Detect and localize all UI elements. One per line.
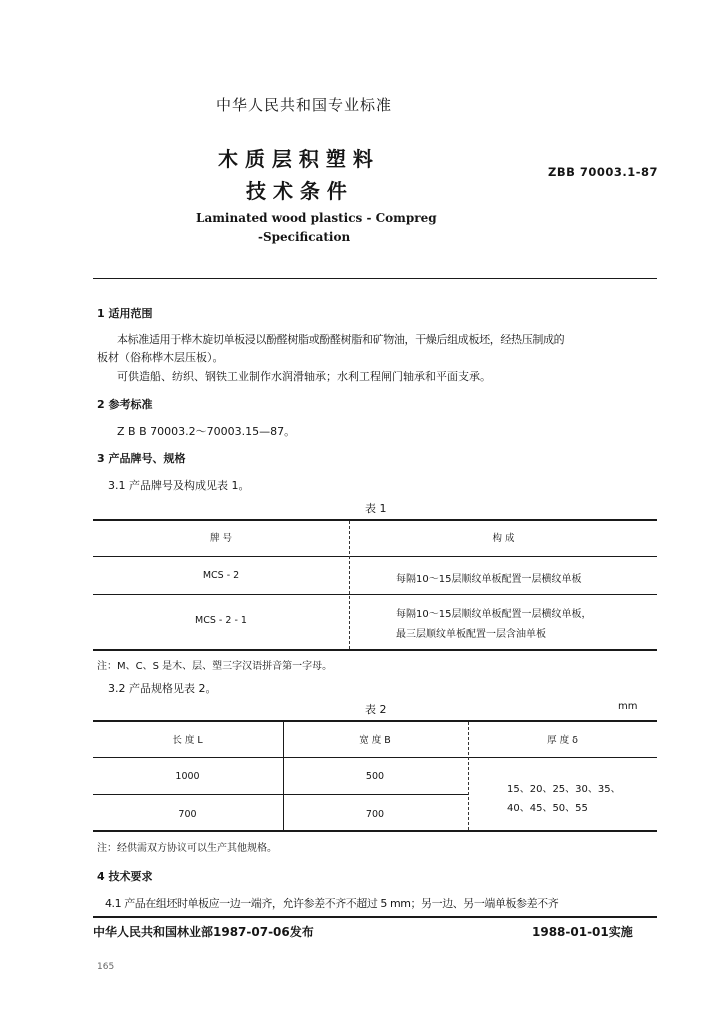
table2-column-divider-1 <box>283 722 284 830</box>
table2-thickness-line1: 15、20、25、30、35、 <box>507 784 621 795</box>
section-2-text: Z B B 70003.2～70003.15—87。 <box>117 425 296 438</box>
table1-column-divider <box>349 521 350 649</box>
footer-divider <box>93 916 657 918</box>
section-3-1-text: 3.1 产品牌号及构成见表 1。 <box>108 479 250 492</box>
table1-row1-composition: 每隔10～15层顺纹单板配置一层横纹单板 <box>396 574 582 585</box>
section-1-para2: 可供造船、纺织、钢铁工业制作水润滑轴承；水利工程闸门轴承和平面支承。 <box>117 370 491 383</box>
table2-top-border <box>93 720 657 722</box>
section-1-heading: 1 适用范围 <box>97 307 153 320</box>
standard-series-title: 中华人民共和国专业标准 <box>216 96 393 114</box>
table2-row2-width: 700 <box>365 809 385 820</box>
english-title-line1: Laminated wood plastics - Compreg <box>196 211 437 225</box>
table1-row2-grade: MCS - 2 - 1 <box>195 615 247 626</box>
section-4-heading: 4 技术要求 <box>97 870 153 883</box>
table2-header-thickness: 厚 度 δ <box>547 735 578 746</box>
table2-note: 注：经供需双方协议可以生产其他规格。 <box>97 843 277 854</box>
table2-header-divider <box>93 757 657 758</box>
table2-header-length: 长 度 L <box>172 735 203 746</box>
table1-row1-grade: MCS - 2 <box>202 570 240 581</box>
table2-thickness-line2: 40、45、50、55 <box>507 803 588 814</box>
section-3-heading: 3 产品牌号、规格 <box>97 452 186 465</box>
document-title-line1: 木 质 层 积 塑 料 <box>218 147 373 171</box>
issuer-line: 中华人民共和国林业部1987-07-06发布 <box>93 925 314 939</box>
table1-header-divider <box>93 556 657 557</box>
section-4-1-text: 4.1 产品在组坯时单板应一边一端齐，允许参差不齐不超过 5 mm；另一边、另一端单板参差不齐 <box>105 897 559 910</box>
english-title-line2: -Specification <box>258 230 351 244</box>
table2-bottom-border <box>93 830 657 832</box>
table1-row-divider <box>93 594 657 595</box>
table2-unit: mm <box>618 701 638 712</box>
table1-note: 注：M、C、S 是木、层、塑三字汉语拼音第一字母。 <box>97 661 333 672</box>
section-2-heading: 2 参考标准 <box>97 398 153 411</box>
table1-top-border <box>93 519 657 521</box>
table2-row1-length: 1000 <box>175 771 200 782</box>
table1-header-grade: 牌 号 <box>209 533 233 544</box>
header-divider <box>93 278 657 279</box>
section-3-2-text: 3.2 产品规格见表 2。 <box>108 682 217 695</box>
effective-date-line: 1988-01-01实施 <box>532 925 633 939</box>
table2-caption: 表 2 <box>365 703 387 716</box>
table2-row2-length: 700 <box>178 809 197 820</box>
table2-row1-width: 500 <box>365 771 385 782</box>
table1-row2-composition-line2: 最三层顺纹单板配置一层含油单板 <box>396 629 546 640</box>
table2-header-width: 宽 度 B <box>359 735 391 746</box>
section-1-para1-line2: 板材（俗称桦木层压板）。 <box>97 351 224 364</box>
document-title-line2: 技 术 条 件 <box>246 179 347 203</box>
table2-row-divider <box>93 794 468 795</box>
standard-code: ZBB 70003.1-87 <box>548 165 659 179</box>
table1-bottom-border <box>93 649 657 651</box>
section-1-para1-line1: 本标准适用于桦木旋切单板浸以酚醛树脂或酚醛树脂和矿物油，干燥后组成板坯，经热压制成的 <box>117 333 565 346</box>
table1-header-composition: 构 成 <box>492 533 515 544</box>
table1-row2-composition-line1: 每隔10～15层顺纹单板配置一层横纹单板， <box>396 609 592 620</box>
table1-caption: 表 1 <box>365 502 387 515</box>
table2-column-divider-2 <box>468 722 469 830</box>
page-number: 165 <box>97 962 115 972</box>
